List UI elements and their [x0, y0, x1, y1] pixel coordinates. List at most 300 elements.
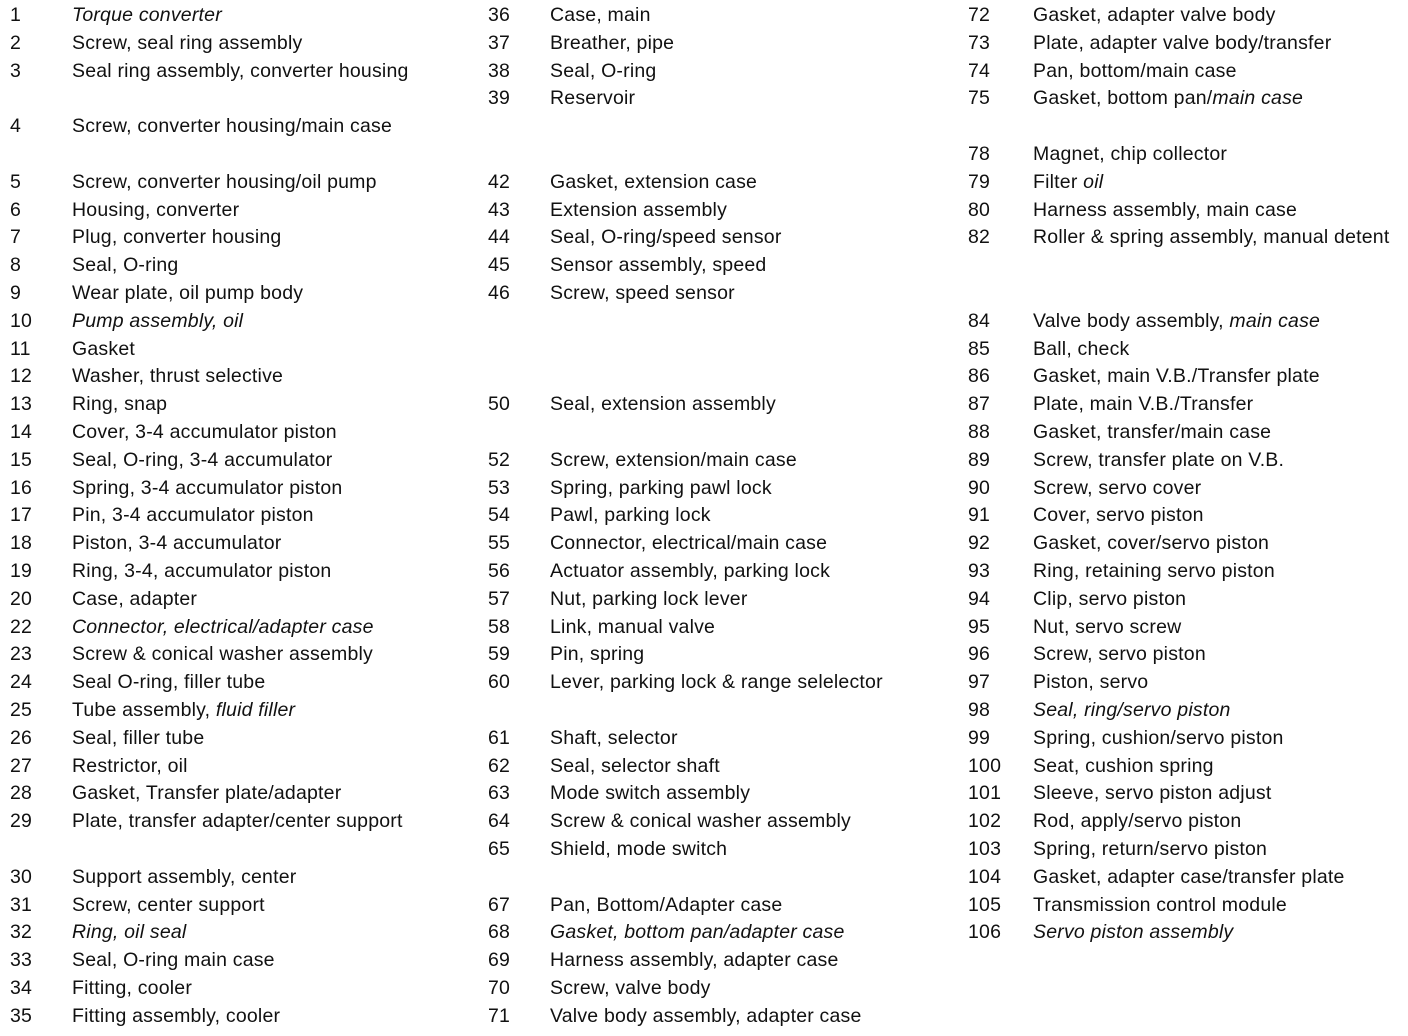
part-description-text: Roller & spring assembly, manual detent: [1033, 226, 1390, 249]
part-number: 43: [488, 198, 511, 221]
part-description-text: Harness assembly, main case: [1033, 198, 1298, 221]
part-description: [72, 919, 447, 947]
part-description-text: Reservoir: [550, 87, 636, 110]
part-description: [72, 641, 447, 669]
part-description-text: Seal, extension assembly: [550, 393, 776, 416]
part-description: [1033, 447, 1403, 475]
part-row: [955, 780, 1403, 808]
part-number: 73: [968, 31, 991, 54]
part-number: 91: [968, 504, 991, 527]
part-description: [1033, 85, 1403, 113]
part-description-text: Cover, 3-4 accumulator piston: [72, 421, 337, 443]
part-row: [0, 614, 447, 642]
part-description: [72, 975, 447, 1003]
part-description: [550, 641, 925, 669]
part-description-text: Sleeve, servo piston adjust: [1033, 782, 1272, 805]
part-number: 24: [10, 671, 33, 694]
part-row: [0, 808, 447, 836]
part-number: 52: [488, 448, 511, 471]
part-row: [478, 58, 925, 86]
part-row: [478, 836, 925, 864]
part-row: [0, 308, 447, 336]
part-description-text: Seal, O-ring: [72, 254, 179, 277]
part-row: [478, 280, 925, 308]
part-description-text: Washer, thrust selective: [72, 365, 284, 388]
part-description: [72, 58, 447, 86]
part-number: 65: [488, 838, 511, 860]
part-description-text: Pin, spring: [550, 643, 645, 666]
part-description: [72, 197, 447, 225]
part-description-text: Cover, servo piston: [1033, 504, 1204, 527]
part-number: 69: [488, 949, 511, 972]
part-number: 45: [488, 254, 511, 277]
part-description: [550, 502, 925, 530]
part-number: 62: [488, 754, 511, 777]
part-row: [955, 197, 1403, 225]
part-description: [1033, 808, 1403, 836]
part-row: [478, 2, 925, 30]
part-description-text: Rod, apply/servo piston: [1033, 810, 1242, 833]
part-number: 96: [968, 643, 991, 666]
part-description: [1033, 502, 1403, 530]
part-description-text: Gasket, adapter valve body: [1033, 4, 1276, 26]
part-description-text: Link, manual valve: [550, 615, 716, 638]
part-description: [550, 614, 925, 642]
part-number: 30: [10, 865, 33, 888]
part-number: 4: [10, 115, 22, 138]
part-number: 27: [10, 754, 33, 777]
part-description: [72, 530, 447, 558]
part-description-text: Pan, bottom/main case: [1033, 59, 1237, 82]
part-number: 32: [10, 921, 33, 944]
part-number: 63: [488, 782, 511, 805]
part-number: 101: [968, 782, 1002, 805]
part-description-text: Pump assembly, oil: [72, 309, 244, 332]
part-description: [550, 475, 925, 503]
part-description: [1033, 725, 1403, 753]
part-description: [1033, 586, 1403, 614]
part-description: [72, 669, 447, 697]
part-description: [72, 864, 447, 892]
part-number: 95: [968, 615, 991, 638]
part-description: [550, 586, 925, 614]
part-number: 85: [968, 337, 991, 360]
part-number: 67: [488, 893, 511, 916]
part-description: [72, 558, 447, 586]
part-number: 84: [968, 309, 991, 332]
part-number: 50: [488, 393, 511, 416]
part-description: [72, 780, 447, 808]
part-row: [955, 308, 1403, 336]
part-row: [0, 113, 447, 141]
part-row: [478, 558, 925, 586]
part-number: 106: [968, 921, 1002, 944]
part-description-text: Support assembly, center: [72, 865, 297, 888]
part-description: [72, 808, 447, 836]
part-number: 2: [10, 31, 22, 54]
part-row: [0, 530, 447, 558]
part-description-text: Seat, cushion spring: [1033, 754, 1214, 777]
part-number: 100: [968, 754, 1002, 777]
part-row: [478, 447, 925, 475]
part-description: [550, 224, 925, 252]
part-description-text: Seal, ring/servo piston: [1033, 699, 1231, 721]
part-number: 59: [488, 643, 511, 666]
part-description-text: Screw & conical washer assembly: [550, 810, 851, 833]
part-number: 90: [968, 476, 991, 499]
part-description: [550, 447, 925, 475]
part-description-text: Gasket, extension case: [550, 170, 758, 193]
part-number: 75: [968, 87, 991, 110]
part-number: 92: [968, 532, 991, 555]
part-description: [1033, 197, 1403, 225]
part-number: 22: [10, 615, 33, 638]
part-description-text: Valve body assembly,: [1033, 309, 1230, 332]
part-description-text: Connector, electrical/adapter case: [72, 615, 374, 638]
part-description: [72, 169, 447, 197]
part-number: 10: [10, 309, 33, 332]
part-description: [1033, 836, 1403, 864]
part-number: 6: [10, 198, 22, 221]
part-description-text: Plug, converter housing: [72, 226, 282, 249]
part-description: [72, 586, 447, 614]
part-description-text: Seal, selector shaft: [550, 754, 720, 777]
part-number: 15: [10, 448, 33, 471]
part-row: [0, 725, 447, 753]
part-description-text: Case, adapter: [72, 587, 198, 610]
part-row: [478, 1003, 925, 1031]
part-row: [955, 614, 1403, 642]
part-description: [1033, 892, 1403, 920]
part-description-text: Shield, mode switch: [550, 838, 728, 860]
part-description-text: Seal, O-ring/speed sensor: [550, 226, 782, 249]
part-description: [72, 224, 447, 252]
part-description-text: Screw, converter housing/oil pump: [72, 170, 377, 193]
part-row: [955, 502, 1403, 530]
part-row: [955, 725, 1403, 753]
part-description: [72, 947, 447, 975]
part-description: [1033, 391, 1403, 419]
part-row: [0, 558, 447, 586]
part-number: 70: [488, 977, 511, 999]
part-description-text: Spring, 3-4 accumulator piston: [72, 476, 343, 499]
part-description: [550, 58, 925, 86]
part-description: [1033, 780, 1403, 808]
part-row: [478, 753, 925, 781]
part-number: 33: [10, 949, 33, 972]
part-row: [955, 58, 1403, 86]
part-description-text: Seal, O-ring main case: [72, 949, 275, 972]
part-description-text: Ring, 3-4, accumulator piston: [72, 560, 332, 582]
part-description: [550, 169, 925, 197]
part-description: [550, 669, 925, 697]
part-description-text: Spring, return/servo piston: [1033, 838, 1268, 860]
part-description: [72, 280, 447, 308]
part-description: [550, 892, 925, 920]
part-number: 72: [968, 4, 991, 26]
part-description-text: Actuator assembly, parking lock: [550, 560, 831, 582]
part-description: [550, 780, 925, 808]
part-number: 31: [10, 893, 33, 916]
part-row: [0, 336, 447, 364]
part-description: [550, 919, 925, 947]
part-row: [955, 892, 1403, 920]
part-description-text: Screw, servo cover: [1033, 476, 1202, 499]
part-row: [478, 892, 925, 920]
part-number: 42: [488, 170, 511, 193]
part-description-text: Lever, parking lock & range selelector: [550, 671, 883, 694]
part-description: [72, 892, 447, 920]
part-description-text: Ring, oil seal: [72, 921, 187, 944]
part-row: [0, 419, 447, 447]
part-description: [1033, 336, 1403, 364]
part-description: [72, 475, 447, 503]
part-number: 71: [488, 1004, 511, 1027]
part-number: 98: [968, 699, 991, 721]
part-row: [955, 447, 1403, 475]
part-description-text: Ring, retaining servo piston: [1033, 560, 1275, 582]
part-row: [478, 169, 925, 197]
part-description: [72, 113, 447, 141]
part-row: [0, 947, 447, 975]
part-description-text: Ring, snap: [72, 393, 168, 416]
part-row: [478, 252, 925, 280]
part-description-text: Shaft, selector: [550, 726, 678, 749]
part-description: [72, 419, 447, 447]
part-number: 28: [10, 782, 33, 805]
part-description-text: Piston, servo: [1033, 671, 1149, 694]
part-description-text: Extension assembly: [550, 198, 728, 221]
part-row: [955, 169, 1403, 197]
part-number: 44: [488, 226, 511, 249]
part-description: [72, 252, 447, 280]
part-description-text: Gasket, cover/servo piston: [1033, 532, 1270, 555]
part-row: [478, 641, 925, 669]
part-description-text: Seal ring assembly, converter housing: [72, 59, 409, 82]
part-row: [955, 85, 1403, 113]
part-description: [550, 947, 925, 975]
part-description-text: Magnet, chip collector: [1033, 143, 1228, 165]
part-description: [72, 697, 447, 725]
part-number: 12: [10, 365, 33, 388]
part-number: 58: [488, 615, 511, 638]
part-number: 38: [488, 59, 511, 82]
part-row: [0, 753, 447, 781]
part-description: [72, 2, 447, 30]
part-number: 60: [488, 671, 511, 694]
part-row: [955, 669, 1403, 697]
part-description: [72, 614, 447, 642]
part-row: [0, 391, 447, 419]
part-description: [550, 836, 925, 864]
part-description-text: Gasket: [72, 337, 135, 360]
part-description-text: Screw, center support: [72, 893, 265, 916]
part-row: [955, 141, 1403, 169]
part-row: [955, 919, 1403, 947]
part-description-text: Fitting assembly, cooler: [72, 1004, 281, 1027]
part-number: 39: [488, 87, 511, 110]
part-row: [0, 197, 447, 225]
part-number: 17: [10, 504, 33, 527]
part-row: [0, 1003, 447, 1031]
part-row: [0, 919, 447, 947]
part-description-text: Screw, seal ring assembly: [72, 31, 303, 54]
part-number: 54: [488, 504, 511, 527]
part-description: [1033, 363, 1403, 391]
part-number: 13: [10, 393, 33, 416]
part-description: [72, 30, 447, 58]
part-row: [0, 586, 447, 614]
part-row: [0, 280, 447, 308]
part-number: 7: [10, 226, 22, 249]
part-description-text: Plate, transfer adapter/center support: [72, 810, 403, 833]
part-description: [550, 975, 925, 1003]
part-row: [0, 641, 447, 669]
part-description-text: Gasket, Transfer plate/adapter: [72, 782, 342, 805]
part-row: [478, 975, 925, 1003]
part-description-text: Seal, filler tube: [72, 726, 205, 749]
part-description-text: Spring, cushion/servo piston: [1033, 726, 1284, 749]
part-description: [72, 502, 447, 530]
part-number: 78: [968, 143, 991, 165]
part-row: [478, 224, 925, 252]
part-number: 36: [488, 4, 511, 26]
part-number: 55: [488, 532, 511, 555]
part-row: [955, 530, 1403, 558]
part-description-text: Screw, servo piston: [1033, 643, 1206, 666]
part-description: [72, 336, 447, 364]
part-row: [478, 30, 925, 58]
part-description-text: Nut, servo screw: [1033, 615, 1182, 638]
part-description-text: Plate, adapter valve body/transfer: [1033, 31, 1332, 54]
part-description: [72, 308, 447, 336]
part-row: [478, 614, 925, 642]
part-row: [0, 58, 447, 86]
part-row: [0, 30, 447, 58]
part-description: [72, 391, 447, 419]
part-description: [1033, 308, 1403, 336]
part-description-text: Screw & conical washer assembly: [72, 643, 373, 666]
part-row: [955, 2, 1403, 30]
part-row: [478, 475, 925, 503]
part-row: [955, 641, 1403, 669]
part-description-text: Gasket, adapter case/transfer plate: [1033, 865, 1345, 888]
part-row: [0, 975, 447, 1003]
part-number: 5: [10, 170, 22, 193]
part-number: 25: [10, 699, 33, 721]
part-description-text: Plate, main V.B./Transfer: [1033, 393, 1254, 416]
part-number: 11: [10, 337, 31, 360]
part-row: [0, 447, 447, 475]
part-description-text: Torque converter: [72, 4, 222, 26]
part-row: [955, 336, 1403, 364]
part-description-text: Seal, O-ring: [550, 59, 657, 82]
part-description: [550, 1003, 925, 1031]
part-description: [550, 30, 925, 58]
part-number: 8: [10, 254, 22, 277]
part-row: [955, 475, 1403, 503]
part-description: [1033, 864, 1403, 892]
part-number: 87: [968, 393, 991, 416]
part-number: 68: [488, 921, 511, 944]
part-row: [955, 558, 1403, 586]
part-row: [0, 224, 447, 252]
part-description-text: Housing, converter: [72, 198, 240, 221]
part-row: [955, 419, 1403, 447]
part-number: 56: [488, 560, 511, 582]
part-row: [0, 252, 447, 280]
part-description: [72, 725, 447, 753]
part-row: [478, 780, 925, 808]
part-number: 86: [968, 365, 991, 388]
part-description-italic-text: main case: [1229, 309, 1321, 332]
part-number: 97: [968, 671, 991, 694]
part-description: [1033, 919, 1403, 947]
part-description-text: Harness assembly, adapter case: [550, 949, 839, 972]
part-description-text: Restrictor, oil: [72, 754, 188, 777]
part-number: 94: [968, 587, 991, 610]
part-number: 20: [10, 587, 33, 610]
part-number: 104: [968, 865, 1002, 888]
part-description: [550, 85, 925, 113]
part-row: [478, 725, 925, 753]
part-number: 64: [488, 810, 511, 833]
part-row: [955, 586, 1403, 614]
part-row: [478, 502, 925, 530]
part-description-text: Gasket, bottom pan/adapter case: [550, 921, 845, 944]
part-row: [955, 363, 1403, 391]
part-number: 29: [10, 810, 33, 833]
part-description: [1033, 614, 1403, 642]
part-description: [72, 363, 447, 391]
part-row: [0, 892, 447, 920]
part-description: [1033, 558, 1403, 586]
part-description-text: Pawl, parking lock: [550, 504, 711, 527]
part-description-italic-text: fluid filler: [215, 699, 296, 721]
part-description-text: Servo piston assembly: [1033, 921, 1234, 944]
part-row: [955, 391, 1403, 419]
part-description: [72, 1003, 447, 1031]
part-number: 105: [968, 893, 1002, 916]
part-description: [550, 530, 925, 558]
part-description: [550, 197, 925, 225]
part-row: [478, 669, 925, 697]
part-number: 53: [488, 476, 511, 499]
part-description: [1033, 530, 1403, 558]
part-description-text: Screw, valve body: [550, 977, 711, 999]
part-number: 23: [10, 643, 33, 666]
part-number: 46: [488, 282, 511, 304]
part-row: [955, 808, 1403, 836]
part-description: [550, 558, 925, 586]
part-row: [0, 864, 447, 892]
part-description: [550, 753, 925, 781]
part-description: [1033, 58, 1403, 86]
part-description-text: Gasket, bottom pan/: [1033, 87, 1213, 110]
part-number: 93: [968, 560, 991, 582]
part-row: [478, 391, 925, 419]
part-description: [550, 808, 925, 836]
part-description-text: Ball, check: [1033, 337, 1130, 360]
part-description: [550, 280, 925, 308]
part-row: [955, 753, 1403, 781]
part-row: [0, 475, 447, 503]
part-description-text: Nut, parking lock lever: [550, 587, 748, 610]
part-number: 99: [968, 726, 991, 749]
part-number: 35: [10, 1004, 33, 1027]
part-description: [1033, 141, 1403, 169]
part-number: 37: [488, 31, 511, 54]
